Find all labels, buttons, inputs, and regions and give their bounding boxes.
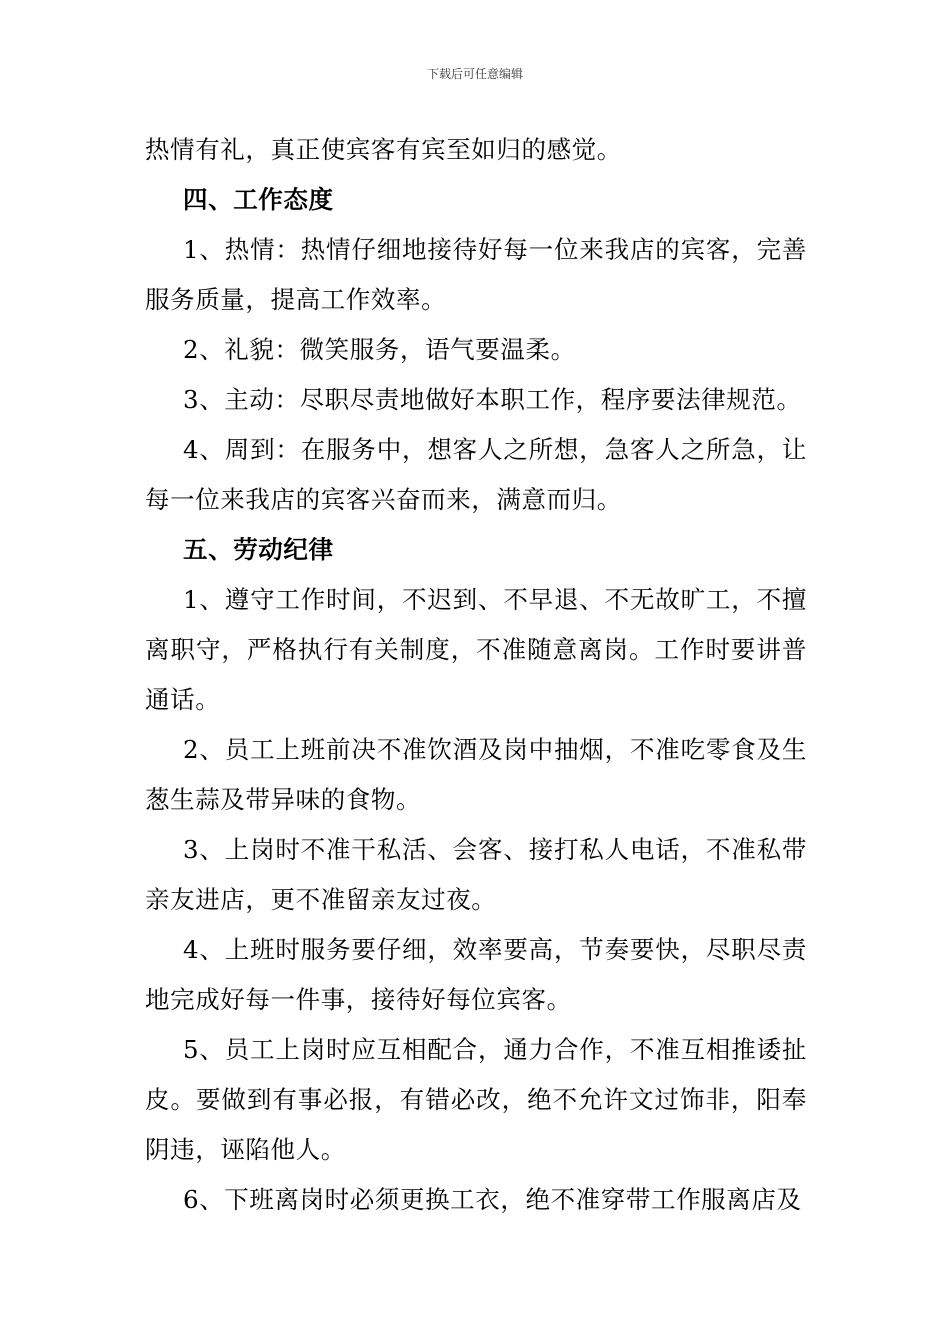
section-heading-labor-discipline: 五、劳动纪律 bbox=[183, 535, 334, 564]
list-item: 3、上岗时不准干私活、会客、接打私人电话，不准私带亲友进店，更不准留亲友过夜。 bbox=[145, 835, 807, 914]
list-item: 4、周到：在服务中，想客人之所想，急客人之所急，让每一位来我店的宾客兴奋而来，满意而归。 bbox=[145, 435, 807, 514]
list-item: 4、上班时服务要仔细，效率要高，节奏要快，尽职尽责地完成好每一件事，接待好每位宾客。 bbox=[145, 935, 807, 1014]
list-item: 2、礼貌：微笑服务，语气要温柔。 bbox=[183, 335, 576, 364]
list-item: 1、热情：热情仔细地接待好每一位来我店的宾客，完善服务质量，提高工作效率。 bbox=[145, 235, 807, 314]
page-header-watermark: 下载后可任意编辑 bbox=[426, 67, 523, 81]
list-item: 3、主动：尽职尽责地做好本职工作，程序要法律规范。 bbox=[183, 385, 802, 414]
list-item: 6、下班离岗时必须更换工衣，绝不准穿带工作服离店及 bbox=[183, 1185, 802, 1214]
section-heading-work-attitude: 四、工作态度 bbox=[183, 185, 334, 214]
list-item: 2、员工上班前决不准饮酒及岗中抽烟，不准吃零食及生葱生蒜及带异味的食物。 bbox=[145, 735, 807, 814]
list-item: 5、员工上岗时应互相配合，通力合作，不准互相推诿扯皮。要做到有事必报，有错必改，绝不允许文过饰非，阳奉阴违，诬陷他人。 bbox=[145, 1035, 807, 1164]
continuation-paragraph: 热情有礼，真正使宾客有宾至如归的感觉。 bbox=[145, 135, 622, 164]
document-body bbox=[145, 125, 807, 1225]
list-item: 1、遵守工作时间，不迟到、不早退、不无故旷工，不擅离职守，严格执行有关制度，不准随意离岗。工作时要讲普通话。 bbox=[145, 585, 807, 714]
